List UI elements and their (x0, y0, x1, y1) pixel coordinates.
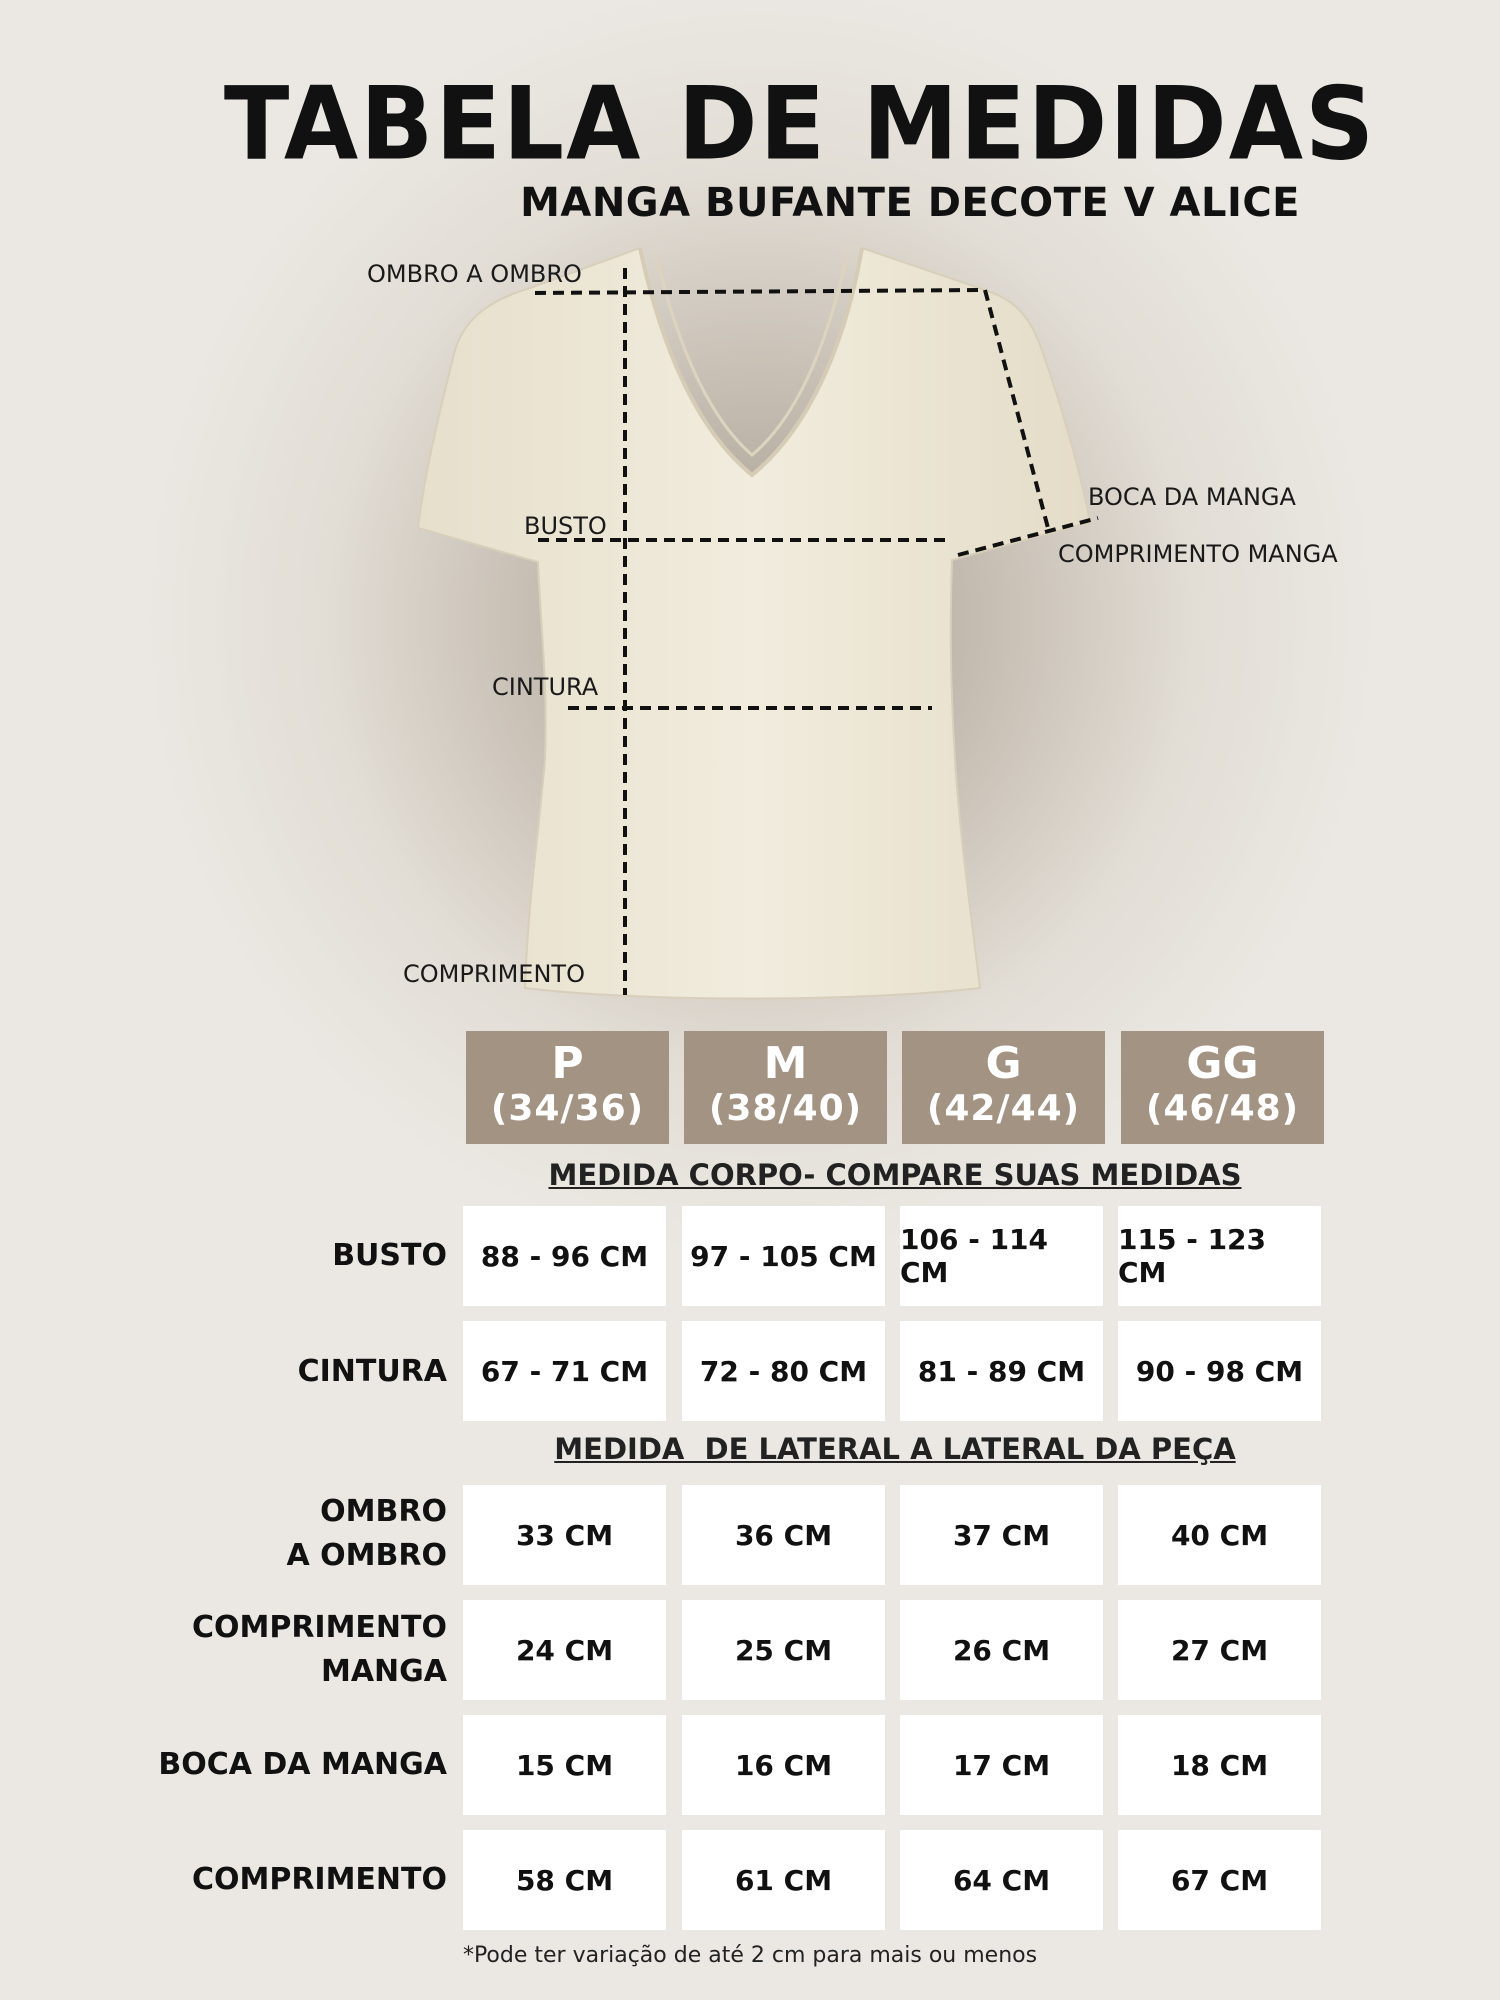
label-boca-manga: BOCA DA MANGA (1088, 483, 1296, 511)
size-header-gg (1121, 1031, 1324, 1144)
size-name: G (985, 1038, 1022, 1089)
label-comprimento: COMPRIMENTO (403, 960, 585, 988)
size-range: (46/48) (1145, 1088, 1300, 1129)
row-label-comprimento: COMPRIMENTO (191, 1862, 447, 1897)
cell-cintura-m: 72 - 80 CM (682, 1321, 885, 1421)
page-title: TABELA DE MEDIDAS (223, 65, 1377, 183)
cell-cintura-g: 81 - 89 CM (900, 1321, 1103, 1421)
cell-comprimento-g: 64 CM (900, 1830, 1103, 1930)
size-header-p (466, 1031, 669, 1144)
cell-comprimento-gg: 67 CM (1118, 1830, 1321, 1930)
row-label-cintura: CINTURA (297, 1354, 447, 1389)
cell-comp-manga-gg: 27 CM (1118, 1600, 1321, 1700)
row-label-line: OMBRO (320, 1494, 447, 1529)
cell-ombro-m: 36 CM (682, 1485, 885, 1585)
row-label-boca-manga: BOCA DA MANGA (158, 1747, 447, 1782)
row-label-busto: BUSTO (332, 1238, 447, 1273)
label-cintura: CINTURA (492, 673, 599, 701)
size-range: (38/40) (708, 1088, 863, 1129)
size-name: M (763, 1038, 808, 1089)
cell-busto-g: 106 - 114 CM (900, 1206, 1103, 1306)
cell-comprimento-m: 61 CM (682, 1830, 885, 1930)
label-ombro: OMBRO A OMBRO (367, 260, 582, 288)
cell-boca-p: 15 CM (463, 1715, 666, 1815)
cell-comp-manga-m: 25 CM (682, 1600, 885, 1700)
size-name: P (551, 1038, 584, 1089)
cell-busto-m: 97 - 105 CM (682, 1206, 885, 1306)
row-label-comprimento-manga (192, 1606, 447, 1694)
cell-boca-gg: 18 CM (1118, 1715, 1321, 1815)
cell-comprimento-p: 58 CM (463, 1830, 666, 1930)
size-header-m (684, 1031, 887, 1144)
cell-cintura-gg: 90 - 98 CM (1118, 1321, 1321, 1421)
row-label-line: A OMBRO (286, 1538, 447, 1573)
size-range: (34/36) (490, 1088, 645, 1129)
row-label-line: MANGA (320, 1654, 447, 1689)
section-garment-measures: MEDIDA DE LATERAL A LATERAL DA PEÇA (554, 1432, 1236, 1466)
cell-boca-g: 17 CM (900, 1715, 1103, 1815)
cell-ombro-gg: 40 CM (1118, 1485, 1321, 1585)
label-busto: BUSTO (524, 512, 607, 540)
label-comprimento-manga: COMPRIMENTO MANGA (1058, 540, 1338, 568)
footnote: *Pode ter variação de até 2 cm para mais ou menos (462, 1943, 1038, 1968)
row-label-line: COMPRIMENTO (191, 1610, 447, 1645)
cell-cintura-p: 67 - 71 CM (463, 1321, 666, 1421)
cell-ombro-g: 37 CM (900, 1485, 1103, 1585)
size-name: GG (1186, 1038, 1259, 1089)
cell-busto-p: 88 - 96 CM (463, 1206, 666, 1306)
cell-busto-gg: 115 - 123 CM (1118, 1206, 1321, 1306)
cell-ombro-p: 33 CM (463, 1485, 666, 1585)
cell-boca-m: 16 CM (682, 1715, 885, 1815)
row-label-ombro (287, 1490, 448, 1578)
cell-comp-manga-g: 26 CM (900, 1600, 1103, 1700)
section-body-measures: MEDIDA CORPO- COMPARE SUAS MEDIDAS (548, 1158, 1242, 1192)
page-subtitle: MANGA BUFANTE DECOTE V ALICE (520, 180, 1300, 226)
size-header-g (902, 1031, 1105, 1144)
shirt-illustration (418, 248, 1090, 999)
size-range: (42/44) (926, 1088, 1081, 1129)
cell-comp-manga-p: 24 CM (463, 1600, 666, 1700)
